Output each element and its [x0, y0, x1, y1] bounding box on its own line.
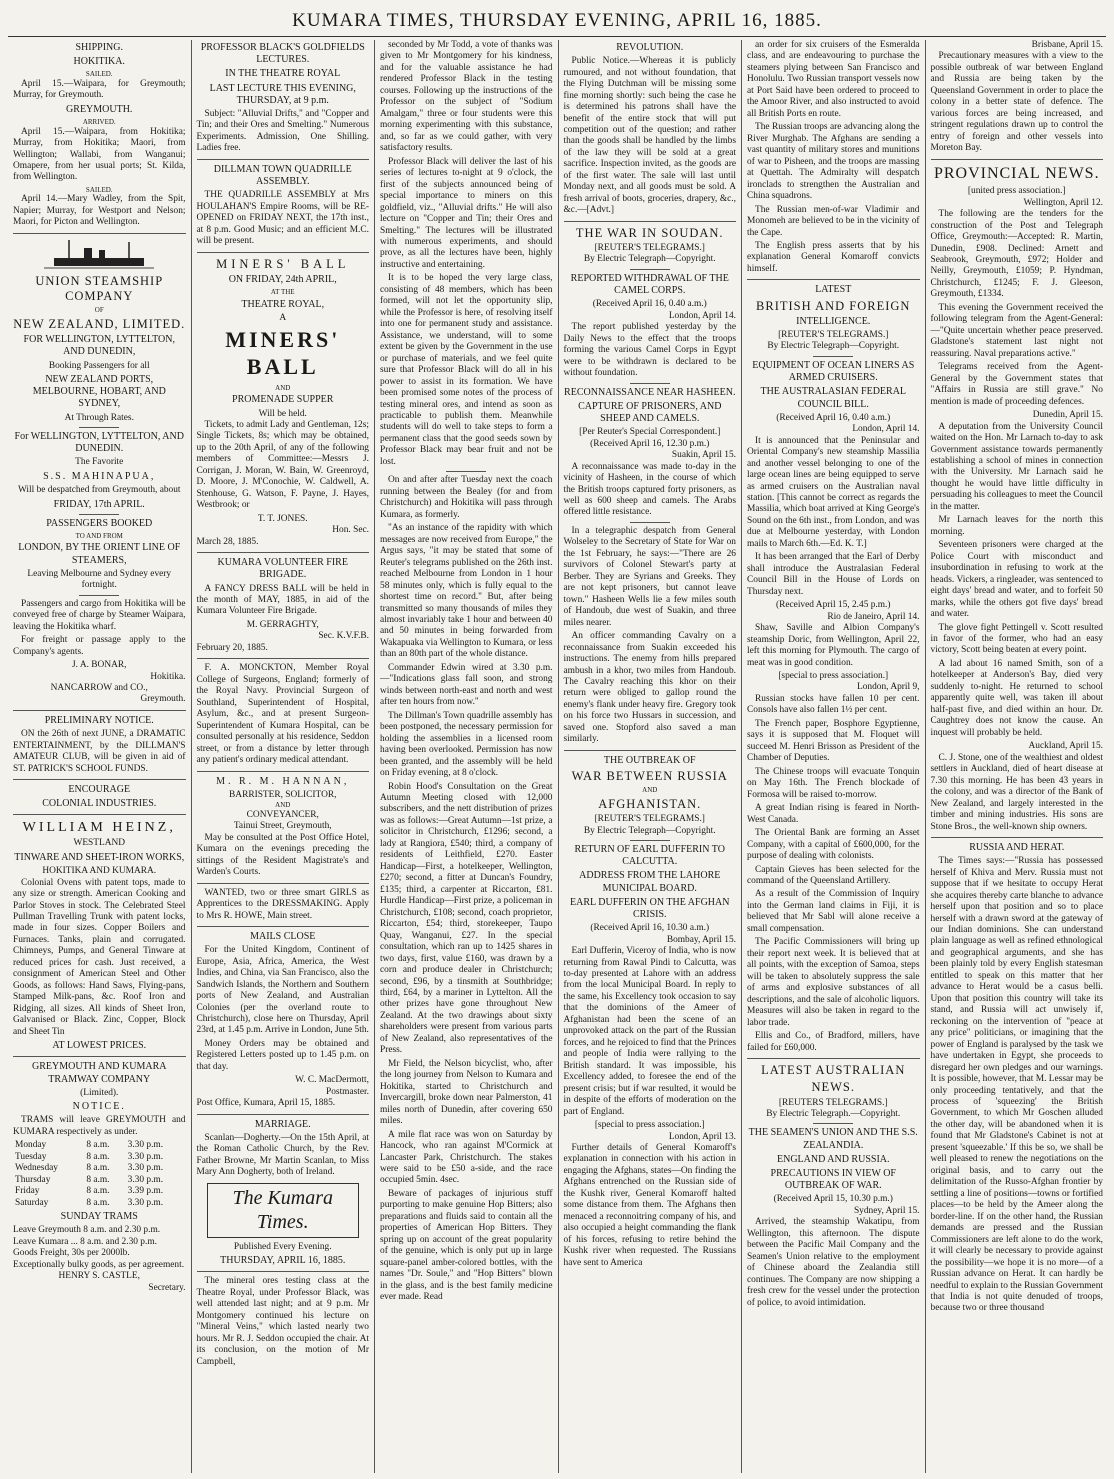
greymouth-heading: GREYMOUTH. [66, 103, 133, 115]
ball-tickets: Tickets, to admit Lady and Gentleman, 12s; Single Tickets, 8s; which may be obtained, up to the 20th April, of any of the following members of Committee:—Messrs J. Corrigan, J. Moran, W. Bain, W. Greenroyd, D. Moore, J. M'Conochie, W. Caldwell, A. Stenhouse, G. Watson, F. Payne, J. Hayes, Westbrook; or [196, 420, 369, 511]
divider [747, 279, 920, 280]
london-2: London, April 9, [857, 682, 920, 693]
sailed-label-2: SAILED. [85, 185, 113, 194]
russia-herat: RUSSIA AND HERAT. [969, 841, 1065, 853]
special-press: [special to press association.] [778, 671, 889, 681]
quadrille-text: THE QUADRILLE ASSEMBLY at Mrs HOULAHAN'S Empire Rooms, will be RE-OPENED on FRIDAY NEXT, the 17th inst., at 8 p.m. Good Music; and an efficient M.C. will be present. [196, 190, 369, 247]
westland: WESTLAND [73, 838, 126, 849]
afghan-crisis: EARL DUFFERIN ON THE AFGHAN CRISIS. [570, 896, 730, 920]
usc-nz: NEW ZEALAND, LIMITED. [13, 316, 186, 331]
divider [197, 658, 370, 659]
short-rule [446, 471, 486, 472]
divider [13, 1056, 186, 1057]
tram-row [13, 1152, 186, 1163]
short-rule [79, 514, 119, 515]
column-1 [8, 40, 192, 1473]
goods-freight: Goods Freight, 30s per 2000lb. [13, 1248, 130, 1259]
suakin-text: A reconnaissance was made to-day in the vicinity of Hasheen, in the course of which the British troops captured forty prisoners, as well as 600 sheep and camels. The Arabs offered little resistance. [563, 461, 736, 518]
pacific-text: The Pacific Commissioners will bring up their report next week. It is believed that at all points, with the exception of Samoa, steps will be taken to absolutely suppress the sale of arms and explosive substances of all descriptions, and the sale of alcoholic liquors. Measures will also be taken in regard to the labor trade. [747, 937, 920, 1028]
divider [931, 837, 1104, 838]
masthead: KUMARA TIMES, THURSDAY EVENING, APRIL 16, 1885. [8, 6, 1106, 37]
feb-date: February 20, 1885. [196, 642, 268, 653]
received-3: (Received April 16, 10.30 a.m.) [590, 923, 710, 934]
out-and: AND [642, 786, 658, 795]
glove-text: The glove fight Pettingell v. Scott resulted in favor of the former, who had an easy victory, Scott being beaten at every point. [930, 622, 1103, 656]
usc-title: UNION STEAMSHIP COMPANY [35, 273, 164, 304]
tram-row [13, 1175, 186, 1186]
column-3 [375, 40, 559, 1473]
column-4 [559, 40, 743, 1473]
dufferin-return: RETURN OF EARL DUFFERIN TO CALCUTTA. [574, 843, 725, 868]
freight-note: For freight or passage apply to the Company's agents. [13, 635, 186, 657]
divider [13, 779, 186, 780]
brisbane: Brisbane, April 15. [1031, 40, 1103, 50]
theatre-royal: IN THE THEATRE ROYAL [225, 68, 341, 80]
special-corr: [Per Reuter's Special Correspondent.] [579, 427, 721, 438]
column-5 [742, 40, 926, 1473]
tram-cell-a: 8 a.m. [86, 1140, 110, 1151]
miners-ball-banner: MINERS' BALL [225, 327, 341, 379]
post-office: Post Office, Kumara, April 15, 1885. [196, 1098, 336, 1109]
hokitika-sailed: April 15.—Waipara, for Greymouth; Murray, for Greymouth. [13, 78, 186, 101]
divider [197, 883, 370, 884]
bombay: Bombay, April 15. [666, 934, 736, 945]
c5-p3: The Russian men-of-war Vladimir and Monomeh are believed to be in the vicinity of the Cape. [747, 204, 920, 238]
for-wellington: FOR WELLINGTON, LYTTELTON, AND DUNEDIN, [23, 334, 175, 358]
article-p4: On and after after Tuesday next the coach running between the Bealey (for and from Christchurch) and Hokitika will pass through Kumara, as formerly. [380, 475, 553, 520]
latest-australian: LATEST AUSTRALIAN [761, 1063, 906, 1077]
article-p2: Professor Black will deliver the last of his series of lectures to-night at 9 o'clock, the first of the subjects announced being of special importance to miners on this goldfield, viz., "Alluvial drifts." He will also lecture on "Copper and Tin; their Ores and Smelting." The lectures will be illustrated with numerous experiments, and should prove, as all the lectures have been, highly instructive and entertaining. [380, 156, 553, 270]
rio: Rio de Janeiro, April 14. [827, 611, 920, 622]
article-p8: Robin Hood's Consultation on the Great Autumn Meeting closed with 12,000 subscribers, and the nett distribution of prizes was as follows:—Great Autumn—1st prize, a solicitor in Christchurch, £1296; second, a lady at Rangiora, £540; third, a company of residents of Leithfield, £270. Easter Handicap—First, a hotelkeeper, Wellington, £270; second, a fitter at Duncan's Foundry, £135; third, a carpenter at Riccarton, £81. Hurdle Handicap—First prize, a policeman in Christchurch, £108; second, coach proprietor, Riccarton, £54; third, storekeeper, Taupo Quay, Wanganui, £27. In the special consultation, which ran up to 1425 shares in two days, first, value £160, was drawn by a corn and produce dealer in Christchurch; second, £96, by a tinsmith at Southbridge; third, £64, by a mariner in Lyttelton. All the other prizes have gone throughout New Zealand. At the two drawings about sixty shareholders were present from various parts of New Zealand, also representatives of the Press. [380, 781, 553, 1056]
through-rates: At Through Rates. [64, 412, 134, 423]
hannan-text: May be consulted at the Post Office Hotel, Kumara on the evenings preceding the sittings of the Resident Magistrate's and Warden's Courts. [196, 832, 369, 878]
short-rule [813, 356, 853, 357]
copyright: By Electric Telegraph—Copyright. [767, 341, 900, 352]
divider [197, 159, 370, 160]
british-foreign: BRITISH AND FOREIGN [756, 298, 911, 313]
wellington-text: The following are the tenders for the construction of the Post and Telegraph Office, Greymouth:—Accepted: R. Martin, Dunedin, £908. Declined: Arnett and Seabrook, Greymouth, £972; Holder and Neilly, Greymouth, £1059; P. Hyndman, Christchurch, £1245; F. J. Gleeson, Greymouth, £1334. [930, 209, 1103, 300]
marriage-text: Scanlan—Dogherty.—On the 15th April, at the Roman Catholic Church, by the Rev. Father Browne, Mr Martin Scanlan, to Miss Mary Ann Dogherty, both of Ireland. [196, 1132, 369, 1178]
arrived-label: ARRIVED. [82, 118, 116, 127]
london-1: London, April 14. [668, 310, 736, 321]
promenade-supper: PROMENADE SUPPER [232, 394, 334, 406]
derby-text: It has been arranged that the Earl of Derby shall introduce the Australasian Federal Council Bill in the House of Lords on Thursday next. [747, 552, 920, 597]
encourage: ENCOURAGE [68, 784, 131, 795]
article-p11: Beware of packages of injurious stuff purporting to make genuine Hop Bitters; also preparations and fluids said to contain all the properties of American Hop Bitters. They spring up on account of the great popularity of the genuine, which is only put up in large square-panel amber-colored bottles, with the names "Dr. Soule," and "Hop Bitters" blown in the glass, and is the best family medicine ever made. Read [380, 1188, 553, 1303]
hannan: M. R. M. HANNAN, [216, 775, 350, 787]
mails-close: MAILS CLOSE [250, 930, 316, 942]
jones: T. T. JONES. [257, 513, 308, 524]
colonial-industries: COLONIAL INDUSTRIES. [42, 798, 157, 810]
miners-ball-heading: MINERS' BALL [216, 256, 350, 271]
tram-cell-d: Saturday [15, 1197, 49, 1208]
jones-title: Hon. Sec. [332, 525, 369, 536]
tram-cell-b: 3.39 p.m. [127, 1186, 164, 1197]
fire-brigade-text: A FANCY DRESS BALL will be held in the month of MAY, 1885, in aid of the Kumara Volunteer Fire Brigade. [196, 583, 369, 617]
provincial-news: PROVINCIAL NEWS. [933, 164, 1100, 182]
mahinapua: S.S. MAHINAPUA, [43, 470, 156, 482]
suakin: Suakin, April 15. [671, 450, 736, 461]
war-between: WAR BETWEEN RUSSIA [571, 769, 728, 783]
notice-heading: NOTICE. [72, 1101, 126, 1113]
sail-date: FRIDAY, 17th APRIL. [53, 498, 145, 510]
afghanistan: AFGHANISTAN. [598, 796, 702, 811]
kumara-times-title: The Kumara Times. [207, 1183, 360, 1238]
equipment: EQUIPMENT OF OCEAN LINERS AS ARMED CRUISERS. [752, 359, 915, 384]
london-1-text: It is announced that the Peninsular and Oriental Company's new steamship Massilia and another vessel belonging to one of the large ocean lines are being equipped to serve as armed cruisers on the Australian naval station. [This cannot be correct as regards the Massilia, which boat arrived at King George's Sound on the 6th inst., from London, and was due at Melbourne yesterday, with London mails to March 6th.—Ed. K. T.] [747, 435, 920, 549]
hannan-and: AND [275, 801, 291, 810]
last-lecture: LAST LECTURE THIS EVENING, THURSDAY, at 9 p.m. [209, 82, 356, 106]
tram-cell-d: Tuesday [15, 1151, 47, 1162]
french-text: The French paper, Bosphore Egyptienne, says it is supposed that M. Floquet will succeed M. Henri Brisson as President of the Chamber of Deputies. [747, 718, 920, 764]
larnach-text: Mr Larnach leaves for the north this morning. [930, 515, 1103, 537]
tram-cell-a: 8 a.m. [86, 1174, 110, 1185]
heinz-text: Colonial Ovens with patent tops, made to any size or strength. American Cooking and Parlor Stoves in stock. The Celebrated Steel Pullman Travelling Trunk with patent locks, made in four sizes. Copper Boilers and Furnaces. Tanks, plain and corrugated. Chimneys, Pumps, and General Tinware at reduced prices for cash. Just received, a consignment of American Steel and Other Goods, as follows: Hand Saws, Flying-pans, Stamped Milk-pans, &c. Roof Iron and Ridging, all sizes. All kinds of Sheet Iron, Galvanised or Black. Zinc, Copper, Block and Sheet Tin [13, 877, 186, 1037]
war-soudan: THE WAR IN SOUDAN. [575, 225, 724, 240]
lahore-address: ADDRESS FROM THE LAHORE MUNICIPAL BOARD. [579, 870, 721, 894]
lowest-prices: AT LOWEST PRICES. [52, 1040, 147, 1052]
news: NEWS. [811, 1080, 856, 1095]
usc-of: OF [94, 306, 104, 315]
received-1: (Received April 16, 0.40 a.m.) [592, 299, 707, 310]
copyright-2: By Electric Telegraph—Copyright. [583, 825, 716, 836]
london-1: London, April 14. [852, 424, 920, 435]
william-heinz: WILLIAM HEINZ, [22, 820, 176, 836]
at-the: AT THE [270, 287, 295, 296]
withdrawal: REPORTED WITHDRAWAL OF THE CAMEL CORPS. [570, 272, 729, 297]
tram-cell-d: Monday [15, 1140, 47, 1151]
macdermott: W. C. MacDermott, [295, 1075, 369, 1086]
booking: Booking Passengers for all [48, 360, 150, 371]
latest: LATEST [815, 284, 852, 296]
article-p7: The Dillman's Town quadrille assembly has been postponed, the necessary permission for holding the assemblies in a licensed room having been overlooked. Permission has now been granted, and the assembly will be held on Friday evening, at 8 o'clock. [380, 710, 553, 779]
tramway-title: GREYMOUTH AND KUMARA TRAMWAY COMPANY [32, 1061, 167, 1085]
ball-a: A [279, 312, 287, 323]
intelligence: INTELLIGENCE. [796, 315, 871, 327]
short-rule [630, 840, 670, 841]
revolution: REVOLUTION. [616, 42, 684, 53]
columns [8, 40, 1108, 1473]
rio-text: Shaw, Saville and Albion Company's steamship Doric, from Wellington, April 22, left this morning for Plymouth. The cargo of meat was in good condition. [747, 623, 920, 668]
despatch: Will be despatched from Greymouth, about [17, 485, 181, 496]
reuters-2: [REUTER'S TELEGRAMS.] [594, 814, 705, 825]
sunday-greymouth: Leave Greymouth 8 a.m. and 2.30 p.m. [13, 1225, 161, 1236]
divider [13, 814, 186, 815]
ball-theatre: THEATRE ROYAL, [241, 298, 325, 310]
oriental-text: The Oriental Bank are forming an Asset Company, with a capital of £600,000, for the purpose of dealing with colonists. [747, 828, 920, 862]
ball-and: AND [275, 383, 291, 392]
lad-text: A lad about 16 named Smith, son of a hotelkeeper at Anderson's Bay, died very suddenly to-night. He returned to school apparently quite well, was taken ill about half-past five, and died within an hour. Dr. Caughtrey does not know the cause. An inquest will probably be held. [930, 658, 1103, 738]
tram-cell-b: 3.30 p.m. [127, 1197, 164, 1208]
received-1: (Received April 16, 0.40 a.m.) [776, 412, 891, 423]
fortnightly: Leaving Melbourne and Sydney every fortnight. [27, 568, 172, 591]
london-1-text: The report published yesterday by the Daily News to the effect that the troops forming the various Camel Corps in Egypt were to be withdrawn is declared to be without foundation. [563, 322, 736, 379]
agent-nancarrow: NANCARROW and CO., [50, 683, 148, 693]
fiji-text: As a result of the Commission of Inquiry into the German land claims in Fiji, it is believed that Mr Sabl will alone receive a small compensation. [747, 889, 920, 934]
postmaster: Postmaster. [326, 1086, 369, 1097]
tinware-works: TINWARE AND SHEET-IRON WORKS, [14, 851, 185, 863]
tram-row [13, 1163, 186, 1174]
received-2: (Received April 15, 2.45 p.m.) [775, 600, 891, 611]
divider [747, 1058, 920, 1059]
greymouth-arrived: April 15.—Waipara, from Hokitika; Murray, from Hokitika; Maori, from Wellington; Wallabi, from Wanganui; Omapere, from her usual ports; St. Kilda, from Wellington. [13, 126, 186, 183]
divider [197, 1114, 370, 1115]
bulky-goods: Exceptionally bulky goods, as per agreement. [13, 1259, 185, 1270]
london-2: London, April 13. [668, 1131, 736, 1142]
short-rule [813, 1123, 853, 1124]
agent-bonar-place: Hokitika. [150, 671, 186, 682]
march-date: March 28, 1885. [196, 536, 259, 547]
greymouth-sailed: April 14.—Mary Wadley, from the Spit, Napier; Murray, for Westport and Nelson; Maori, for Picton and Wellington. [13, 194, 186, 228]
fire-brigade: KUMARA VOLUNTEER FIRE BRIGADE. [217, 557, 348, 581]
favorite: The Favorite [75, 457, 124, 468]
wolseley-text: In a telegraphic despatch from General Wolseley to the Secretary of State for War on the 1st February, he says:—"There are 26 survivors of Colonel Stewart's party at Berber. They are Syrians and Greeks. They are not kept prisoners, but cannot leave town." Hasheen Wells lie a few miles south of Handoub, due west of Suakin, and three miles nearer. [563, 525, 736, 628]
column-6 [926, 40, 1109, 1473]
divider [197, 771, 370, 772]
tram-cell-b: 3.30 p.m. [127, 1140, 164, 1151]
brisbane-text: Precautionary measures with a view to the possible outbreak of war between England and Russia are being taken by the Queensland Government in order to place the colony in a better state of defence. The various forces are being increased, and stringent regulations drawn up to control the entry of foreign and other vessels into Moreton Bay. [930, 51, 1103, 154]
sunday-kumara: Leave Kumara ... 8 a.m. and 2.30 p.m. [13, 1236, 157, 1247]
shipping-heading: SHIPPING. [75, 42, 123, 53]
trams-text: TRAMS will leave GREYMOUTH and KUMARA respectively as under. [13, 1115, 186, 1137]
government-text-2: Telegrams received from the Agent-General by the Government states that "Affairs in Russia are still grave." No mention is made of proceeding defences. [930, 362, 1103, 407]
published: Published Every Evening. [233, 1241, 332, 1252]
short-rule [79, 427, 119, 428]
barrister: BARRISTER, SOLICITOR, [229, 789, 337, 800]
agent-nancarrow-place: Greymouth. [140, 694, 186, 705]
dillman-quadrille: DILLMAN TOWN QUADRILLE ASSEMBLY. [213, 163, 352, 187]
tram-cell-a: 8 a.m. [86, 1186, 110, 1197]
wellington: Wellington, April 12. [1023, 197, 1103, 208]
agent-bonar: J. A. BONAR, [72, 660, 127, 671]
reuters: [REUTER'S TELEGRAMS.] [778, 330, 889, 340]
tram-cell-b: 3.30 p.m. [127, 1174, 164, 1185]
divider [197, 1271, 370, 1272]
divider [13, 710, 186, 711]
tram-cell-a: 8 a.m. [86, 1197, 110, 1208]
article-p3: It is to be hoped the very large class, consisting of 48 members, which has been formed, will not let the opportunity slip, while the Professor is here, of resolving itself into one for permanent study and assistance. Assistance, we understand, will to some extent be given by the Government in the use or purchase of materials, and we feel quite sure that Professor Black will do all in his power to assist in its formation. We have been promised some notes of the process of testing mineral ores, and intend as soon as practicable to publish them. Meanwhile students will do well to take steps to form a permanent class that the good seeds sown by Professor Black may bear fruit and not be lost. [380, 273, 553, 467]
preliminary-notice: PRELIMINARY NOTICE. [44, 714, 154, 726]
tram-row [13, 1140, 186, 1151]
short-rule [630, 522, 670, 523]
capture: CAPTURE OF PRISONERS, AND SHEEP AND CAMELS. [578, 400, 722, 424]
tram-cell-b: 3.30 p.m. [127, 1151, 164, 1162]
c5-p2: The Russian troops are advancing along the River Murghab. The Afghans are sending a vast quantity of military stores and munitions of war to Pisheen, and the troops are massing at Quettah. The Admiralty will despatch ironclads to strengthen the Australian and China squadrons. [747, 122, 920, 202]
passengers-booked: PASSENGERS BOOKED [46, 517, 153, 529]
tram-cell-d: Friday [15, 1186, 40, 1197]
editorial: The mineral ores testing class at the Theatre Royal, under Professor Black, was well attended last night; and at 9 p.m. Mr Montgomery continued his lecture on "Mineral Veins," which lasted nearly two hours. Mr R. J. Seddon occupied the chair. At its conclusion, on the motion of Mr Campbell, [196, 1276, 369, 1367]
wanted-text: WANTED, two or three smart GIRLS as Apprentices to the DRESSMAKING. Apply to Mrs R. HOWE, Main street. [196, 887, 369, 921]
tram-cell-b: 3.30 p.m. [127, 1163, 164, 1174]
secretary: Secretary. [148, 1282, 186, 1293]
divider [564, 750, 737, 751]
tram-cell-a: 8 a.m. [86, 1151, 110, 1162]
chinese-text: The Chinese troops will evacuate Tonquin on May 16th. The French blockade of Formosa will be raised to-morrow. [747, 766, 920, 800]
gerraghty: M. GERRAGHTY, [246, 619, 319, 630]
pub-date: THURSDAY, APRIL 16, 1885. [220, 1255, 346, 1267]
article-p10: A mile flat race was won on Saturday by Hancock, who ran against M'Cormick at Lancaster Park, Christchurch. The stakes were said to be £50 a-side, and the race occupied 5min. 4sec. [380, 1129, 553, 1186]
castle: HENRY S. CASTLE, [58, 1271, 140, 1282]
hokitika-heading: HOKITIKA. [73, 56, 125, 68]
article-p9: Mr Field, the Nelson bicyclist, who, after the long journey from Nelson to Kumara and Hokitika, started to Christchurch and Invercargill, broke down near Palmerston, 41 miles north of Dunedin, after covering 650 miles. [380, 1058, 553, 1127]
sydney: Sydney, April 15. [853, 1205, 920, 1216]
cargo-note: Passengers and cargo from Hokitika will be conveyed free of charge by Steamer Waipara, leaving the Hokitika wharf. [13, 598, 186, 632]
prisoners-text: Seventeen prisoners were charged at the Police Court with misconduct and insubordination in refusing to work at the heads. Vickers, a ringleader, was sentenced to eight days' bread and water, and to forfeit 50 marks, while the others got five days' bread and water. [930, 540, 1103, 620]
special-press: [special to press association.] [594, 1120, 705, 1131]
united-press: [united press association.] [967, 186, 1066, 197]
divider [197, 552, 370, 553]
tram-cell-d: Wednesday [15, 1163, 58, 1174]
short-rule [630, 383, 670, 384]
dunedin: Dunedin, April 15. [1032, 410, 1103, 421]
england-russia: ENGLAND AND RUSSIA. [776, 1153, 890, 1165]
will-be-held: Will be held. [258, 408, 307, 419]
seamens-union: THE SEAMEN'S UNION AND THE S.S. ZEALANDIA. [748, 1127, 918, 1151]
tram-row [13, 1186, 186, 1197]
tram-cell-d: Thursday [15, 1174, 51, 1185]
dunedin-text: A deputation from the University Council waited on the Hon. Mr Larnach to-day to ask Government assistance towards permanently establishing a school of mines in connection with the University. Mr Larnach said he thought he would have little difficulty in persuading his colleagues to meet the Council in the matter. [930, 421, 1103, 512]
short-rule [630, 269, 670, 270]
outbreak: THE OUTBREAK OF [603, 754, 696, 766]
conveyancer: CONVEYANCER, [246, 809, 319, 820]
reconnaissance: RECONNAISSANCE NEAR HASHEEN. [564, 386, 736, 398]
short-rule [79, 595, 119, 596]
auckland-text: C. J. Stone, one of the wealthiest and oldest settlers in Auckland, died of heart disease at 7.30 this morning. He has been 43 years in the colony, and was a director of the Bank of New Zealand, and largely interested in the timber and mining industries. His sons are Stone Bros., the well-known ship owners. [930, 752, 1103, 832]
orient-line: LONDON, BY THE ORIENT LINE OF STEAMERS, [18, 542, 181, 566]
professor-black: PROFESSOR BLACK'S GOLDFIELDS LECTURES. [200, 42, 365, 66]
heinz-locations: HOKITIKA AND KUMARA. [42, 866, 157, 877]
article-p1: seconded by Mr Todd, a vote of thanks was given to Mr Montgomery for his kindness, and for the valuable assistance he had rendered Professor Black in the testing courses. Following up the instructions of the Professor on the subject of "Sodium Amalgam," three or four students were this morning experimenting with this substance, and, so far as we could gather, with very satisfactory results. [380, 40, 553, 154]
copyright-2: By Electric Telegraph.—Copyright. [766, 1108, 901, 1119]
revolution-text: Public Notice.—Whereas it is publicly rumoured, and not without foundation, that the Flying Dutchman will be missing some fine morning shortly: such being the case he is determined his patrons shall have the benefit of the entire stock that will put competition out of the question; and rather than the goods shall be handled by the limbs of the law they will be sold at a great sacrifice. Inspection invited, as the goods are of the first water. The sale will last until Monday next, and all goods must be sold. A fresh arrival of boots, groceries, drapery, &c., &c.—[Advt.] [563, 56, 736, 216]
tramway-limited: (Limited). [80, 1087, 119, 1098]
london-2-text: Further details of General Komaroff's explanation in connection with his action in engaging the Afghans, states—On finding the Afghans entrenched on the Russian side of the Kushk river, General Komaroff halted some distance from them. The Afghans then menaced a reconnoitring company of his, and also occupied a height commanding the flank of his forces, refusing to retire behind the Kushk river when requested. The Russians have sent to America [563, 1143, 736, 1268]
divider [197, 926, 370, 927]
monckton-text: F. A. MONCKTON, Member Royal College of Surgeons, England; formerly of the Royal Navy. Provincial Surgeon of Southland, Superintendent of Hospital, Asylum, &c., and at present Surgeon-Superintendent of Kumara Hospital, can be consulted personally at his residence, Seddon street, or from a distance by letter through any patient's ordinary medical attendant. [196, 663, 369, 766]
for-wellington-2: For WELLINGTON, LYTTELTON, AND DUNEDIN. [14, 431, 184, 455]
russia-herat-text: The Times says:—"Russia has possessed herself of Khiva and Merv. Russia must not suppose that if we hesitate to occupy Herat she acquires thereby carte blanche to advance herself upon that position and so to place herself with a drawn sword at the gateway of our Indian dominions. She can understand plain language as well as refined ethnological and geographical arguments, and she has been plainly told by every English statesman entitled to speak on this matter that her advance to Herat would be a casus belli. Upon that position this country will take its stand, and Russia will act unwisely if, reckoning on the intervention of "peace at any price" politicians, or imagining that the power of England is paralysed by the task we have undertaken in Egypt, she proceeds to disregard her own pledges and our warnings. It is possible, however, that M. Lessar may be only proceeding tentatively, and that the process of 'squeezing' the British Government, to which Mr Goschen alluded the other day, will be abandoned when it is found that Mr Gladstone's Cabinet is not at present 'squeezable.' If this be so, we shall be well pleased to renew the negotiations on the original basis, and to carry out the delimitation of the Russo-Afghan frontier by settling a line of positions—towns or fortified places—to be held by the Ameer along the border-line. If on the other hand, the Russian demands are pressed and the Russian Commissioners are left alone to do the work, it will clearly be necessary to provide against the possibility—we hope it is no more—of a Russian advance on Herat. It can hardly be needful to explain to the Russian Government that India is not quite denuded of troops, because two or three thousand [930, 856, 1103, 1314]
stocks-text: Russian stocks have fallen 10 per cent. Consols have also fallen 1½ per cent. [747, 693, 920, 716]
marriage-heading: MARRIAGE. [254, 1118, 311, 1130]
gieves-text: Captain Gieves has been selected for the command of the Queensland Artillery. [747, 864, 920, 886]
money-orders: Money Orders may be obtained and Registered Letters posted up to 1.45 p.m. on that day. [196, 1038, 369, 1072]
lecture-subject: Subject: "Alluvial Drifts," and "Copper and Tin; and their Ores and Smelting." Numerous Experiments. Admission, One Shilling. Ladies free. [196, 108, 369, 154]
federal-council: THE AUSTRALASIAN FEDERAL COUNCIL BILL. [760, 386, 907, 410]
sunday-trams: SUNDAY TRAMS [60, 1211, 138, 1223]
reuters-2: [REUTERS TELEGRAMS.] [778, 1097, 888, 1108]
divider [13, 233, 186, 234]
tram-cell-a: 8 a.m. [86, 1163, 110, 1174]
divider [564, 221, 737, 222]
received-2: (Received April 16, 12.30 p.m.) [590, 438, 710, 449]
c5-p4: The English press asserts that by his explanation General Komaroff convicts himself. [747, 240, 920, 274]
to-and-from: TO AND FROM [75, 531, 123, 540]
preliminary-text: ON the 26th of next JUNE, a DRAMATIC ENTERTAINMENT, by the DILLMAN'S AMATEUR CLUB, will be given in aid of ST. PATRICK'S SCHOOL FUNDS. [13, 729, 186, 774]
article-p6: Commander Edwin wired at 3.30 p.m.—"Indications glass fall soon, and strong winds between north-east and north and west after ten hours from now." [380, 662, 553, 708]
tram-row [13, 1198, 186, 1209]
sailed-label: SAILED. [85, 70, 113, 79]
bombay-text: Earl Dufferin, Viceroy of India, who is now returning from Rawal Pindi to Calcutta, was to-day presented at Lahore with an address from the local Municipal Board. In reply to the same, his Excellency took occasion to say that the dominions of the Ameer of Afghanistan had been the scene of an unprovoked attack on the part of the Russian forces, and he rejoiced to find that the Princes and people of India were rallying to the British standard. It was impossible, his Excellency added, to foresee the end of the present crisis; but if war resulted, it would be in despite of the efforts of moderation on the part of England. [563, 946, 736, 1117]
divider [197, 252, 370, 253]
received-3: (Received April 15, 10.30 p.m.) [773, 1194, 893, 1205]
steamship-icon [44, 238, 154, 272]
mails-text: For the United Kingdom, Continent of Europe, Asia, Africa, America, the West Indies, and China, via San Francisco, also the Sandwich Islands, the Northern and Southern ports of New Zealand, and Australian Colonies (per the overland route to Christchurch), close here on Thursday, April 23rd, at 1.45 p.m. Arrive in London, June 5th. [196, 945, 369, 1036]
precautions: PRECAUTIONS IN VIEW OF OUTBREAK OF WAR. [770, 1168, 896, 1192]
divider [931, 159, 1104, 160]
column-2 [192, 40, 376, 1473]
c5-p1: an order for six cruisers of the Esmeralda class, and are endeavouring to purchase the steamers plying between San Francisco and Honolulu. Two Russian transport vessels now at Port Said have been ordered to proceed to the Amoor River, and also instructed to avoid all British Ports en route. [747, 40, 920, 119]
sydney-text: Arrived, the steamship Wakatipu, from Wellington, this afternoon. The dispute between the Pacific Mail Company and the Seamen's Union relative to the employment of Chinese aboard the Zealandia still continues. The Company are now shipping a fresh crew for the vessel under the protection of police, to avoid intimidation. [747, 1217, 920, 1308]
copyright: By Electric Telegraph—Copyright. [583, 254, 716, 265]
reuters: [REUTER'S TELEGRAMS.] [594, 243, 705, 253]
ball-date: ON FRIDAY, 24th APRIL, [228, 273, 337, 285]
ellis-text: Ellis and Co., of Bradford, millers, have failed for £60,000. [747, 1031, 920, 1053]
government-text: This evening the Government received the following telegram from the Agent-General:—"Quite uncertain whether peace preserved. Gladstone's statement last night not reassuring. Naval preparations active." [930, 302, 1103, 359]
cavalry-text: An officer commanding Cavalry on a reconnaissance from Suakin exceeded his instructions. The enemy from hills prepared ambush in a khor, two miles from Handoub. The Cavalry reaching this khor on their return were obliged to gallop round the enemy's flank under heavy fire. Gregory took on his force two Hussars in succession, and saved one. Stopford also saved a man similarly. [563, 631, 736, 745]
gerraghty-title: Sec. K.V.F.B. [318, 631, 369, 642]
article-p5: "As an instance of the rapidity with which messages are now received from Europe," the Argus says, "it may be stated that some of Reuter's telegrams published on the 26th inst. reached Melbourne from London in 1 hour 58 minutes only, which is fully equal to the shortest time on record." But, after being transmitted so many thousands of miles they almost invariably take 1 hour and between 40 and 50 minutes in being forwarded from Wakapuaka via Wellington to Kumara, or less than an 80th part of the whole distance. [380, 523, 553, 660]
indian-text: A great Indian rising is feared in North-West Canada. [747, 803, 920, 825]
tram-timetable [13, 1140, 186, 1209]
tainui-street: Tainui Street, Greymouth, [233, 821, 332, 832]
nz-ports: NEW ZEALAND PORTS, MELBOURNE, HOBART, AND SYDNEY, [32, 373, 166, 410]
auckland: Auckland, April 15. [1028, 741, 1103, 752]
